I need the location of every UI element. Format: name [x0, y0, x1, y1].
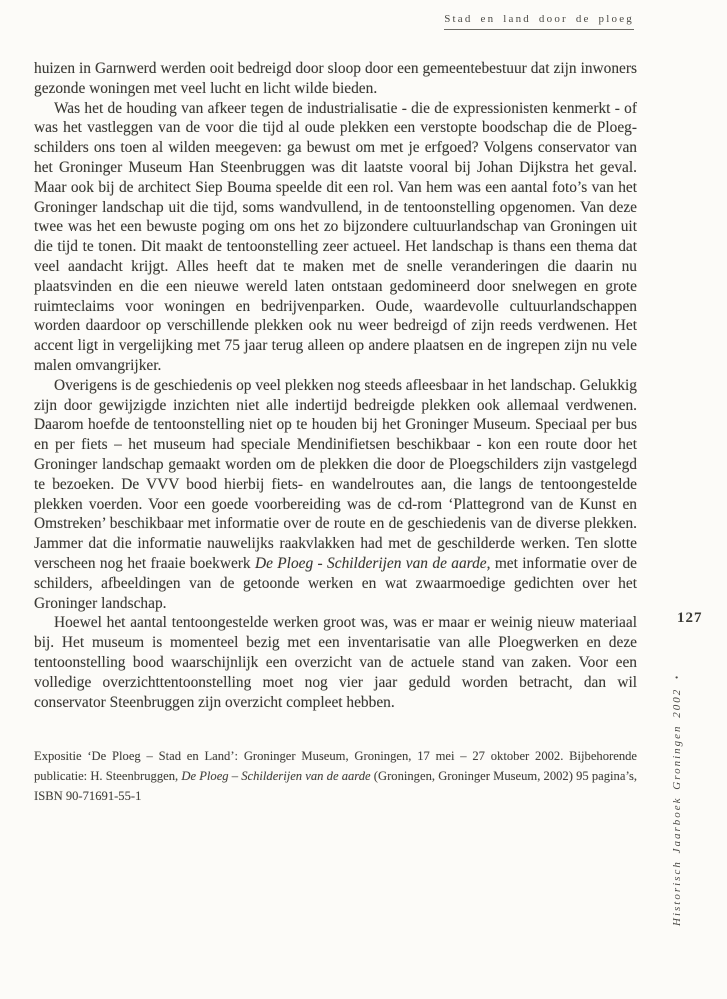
book-title-italic: De Ploeg - Schilderijen van de aarde — [254, 554, 487, 572]
article-body — [34, 59, 637, 712]
bullet-icon: • — [672, 673, 682, 679]
journal-spine-text — [671, 668, 683, 926]
body-paragraph-1: huizen in Garnwerd werden ooit bedreigd door sloop door een gemeentebestuur dat zijn inwoners gezonde woningen met veel lucht en licht wilde bieden. — [34, 60, 637, 97]
body-paragraph-3 — [34, 376, 637, 614]
body-paragraph-4: Hoewel het aantal tentoongestelde werken groot was, was er maar er weinig nieuw materiaal bij. Het museum is momenteel bezig met een inventarisatie van alle Ploegwerken en deze tentoonstelling bood waarschijnlijk een overzicht van de actuele stand van zaken. Voor een volledige overzichttentoonstelling moet nog vier jaar geduld worden betracht, dan wil conservator Steenbruggen zijn overzicht compleet hebben. — [34, 614, 637, 711]
journal-title: Historisch Jaarboek Groningen 2002 — [671, 687, 683, 926]
footnote-text: Expositie ‘De Ploeg – Stad en Land’: Groninger Museum, Groningen, 17 mei – 27 oktober 2002. Bijbehorende publicatie: H. Steenbruggen, — [34, 749, 637, 783]
footnote-book-title: De Ploeg – Schilderijen van de aarde — [181, 768, 371, 783]
exhibition-footnote — [34, 747, 637, 806]
running-header-text: Stad en land door de ploeg — [444, 13, 634, 25]
paragraph-text: Overigens is de geschiedenis op veel plekken nog steeds afleesbaar in het landschap. Gelukkig zijn door gewijzigde inzichten niet alle indertijd bedreigde plekken ook allemaal verdwenen. Daarom hoefde de tentoonstelling niet op te houden bij het Groninger Museum. Speciaal per bus en per fiets – het museum had speciale Mendinifietsen beschikbaar - kon een route door het Groninger landschap gemaakt worden om de plekken die door de Ploegschilders zijn vastgelegd te bezoeken. De VVV bood hierbij fiets- en wandelroutes aan, die langs de tentoongestelde plekken voerden. Voor een goede voorbereiding was de cd-rom ‘Plattegrond van de Kunst en Omstreken’ beschikbaar met informatie over de route en de geschiedenis van de diverse plekken. Jammer dat die informatie nauwelijks raakvlakken had met de geschilderde werken. Ten slotte verscheen nog het fraaie boekwerk — [34, 376, 637, 572]
body-paragraph-2: Was het de houding van afkeer tegen de industrialisatie - die de expressionisten kenmerkt - of was het vastleggen van de voor die tijd al oude plekken een verstopte boodschap die de Ploeg-schilders ons toen al wilden meegeven: ga bewust om met je erfgoed? Volgens conservator van het Groninger Museum Han Steenbruggen was dit laatste vooral bij Johan Dijkstra het geval. Maar ook bij de architect Siep Bouma speelde dit een rol. Van hem was een aantal foto’s van het Groninger landschap uit die tijd, soms wandvullend, in de tentoonstelling opgenomen. Van deze twee was het een bewuste poging om ons het zo bijzondere cultuurlandschap van Groningen uit die tijd te tonen. Dit maakt de tentoonstelling zeer actueel. Het landschap is thans een thema dat veel aandacht krijgt. Alles heeft dat te maken met de snelle veranderingen die daarin nu plaatsvinden en die een nieuwe wereld laten ontstaan gedomineerd door snelwegen en grote ruimteclaims voor woningen en bedrijvenparken. Oude, waardevolle cultuurlandschappen worden daardoor op verschillende plekken ook nu weer bedreigd of zijn reeds verdwenen. Het accent ligt in vergelijking met 75 jaar terug alleen op andere plaatsen en de ingrepen zijn nu vele malen omvangrijker. — [34, 99, 637, 374]
page-number: 127 — [677, 610, 703, 626]
running-header — [444, 13, 634, 30]
paragraph-text: , met informatie over de schilders, afbeeldingen van de getoonde werken en wat zwaarmoedige gedichten over het Groninger landschap. — [34, 554, 637, 612]
footnote-text: (Groningen, Groninger Museum, 2002) 95 pagina’s, ISBN 90-71691-55-1 — [34, 768, 637, 803]
